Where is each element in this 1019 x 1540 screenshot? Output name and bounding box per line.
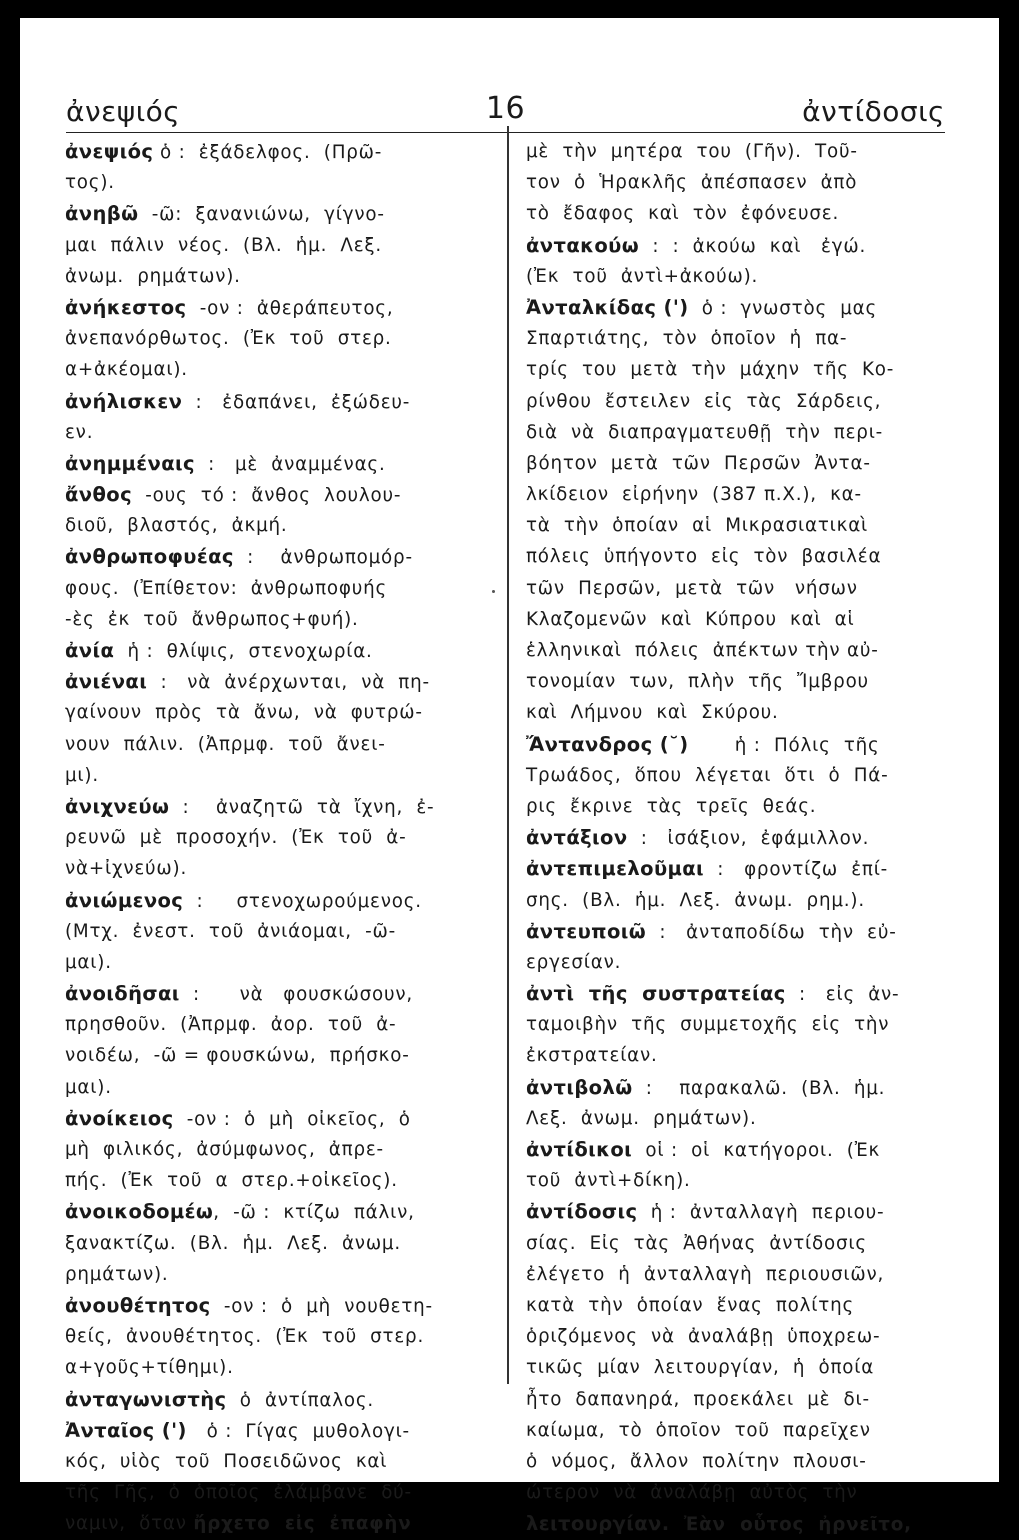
text-line [65,729,487,760]
definition-text: α+ἀκέομαι). [65,359,188,381]
headword: ἀντακούω [526,233,640,257]
text-line [526,916,944,947]
text-line [526,1384,944,1415]
definition-text: Τρωάδος, ὅπου λέγεται ὅτι ὁ Πά- [526,764,889,786]
headword: ἀνεψιός [65,140,154,163]
text-line [65,448,487,479]
text-line [65,1259,487,1290]
text-line [526,822,944,853]
text-line [526,230,944,261]
headword: ἀνιχνεύω [65,794,170,818]
text-line [65,885,487,916]
page-number: 16 [485,91,526,126]
headword: ἀνιώμενος [65,888,184,912]
text-line [526,1508,944,1539]
definition-text: κατὰ τὴν ὁποίαν ἕνας πολίτης [526,1294,854,1316]
definition-text: τος). [65,172,115,194]
definition-text: : στενοχωρούμενος. [183,890,422,912]
definition-text: ναμιν, ὅταν [65,1513,194,1535]
text-line [526,261,944,292]
definition-text: ρίνθου ἔστειλεν εἰς τὰς Σάρδεις, [526,390,882,412]
headword: ἀνιέναι [65,670,148,694]
text-line [65,541,487,572]
definition-text: ὁ νόμος, ἄλλον πολίτην πλουσι- [526,1450,867,1472]
definition-text: λκίδειον εἰρήνην (387 π.Χ.), κα- [526,484,862,506]
text-line [65,1321,487,1352]
text-line [526,386,944,417]
definition-text: τὰ τὴν ὁποίαν αἱ Μικρασιατικαὶ [526,515,869,537]
text-line [65,573,487,604]
definition-text: -ους τό : ἄνθος λουλου- [132,485,402,507]
text-line [526,354,944,385]
definition-text: πής. (Ἐκ τοῦ α στερ.+οἰκεῖος). [65,1170,398,1192]
text-line [65,791,487,822]
definition-text: εργεσίαν. [526,951,622,973]
text-line [65,978,487,1009]
definition-text: σίας. Εἰς τὰς Ἀθήνας ἀντίδοσις [526,1232,867,1254]
headword: Ἄντανδρος (˘) [526,732,689,756]
headword: ἀνοίκειος [65,1106,174,1130]
definition-text: ρις ἔκρινε τὰς τρεῖς θεάς. [526,795,817,817]
text-line [526,323,944,354]
text-line [526,1040,944,1071]
text-line [65,230,487,261]
text-line [526,1477,944,1508]
definition-text: -ῶ: ξανανιώνω, γίγνο- [138,204,385,226]
text-line [526,729,944,760]
text-line [526,1352,944,1383]
text-line [526,136,944,167]
definition-text: (Μτχ. ἐνεστ. τοῦ ἀνιάομαι, -ῶ- [65,920,396,942]
text-line [65,323,487,354]
definition-text: τῆς Γῆς, ὁ ὁποῖος ἐλάμβανε δύ- [65,1482,412,1504]
text-line [526,1446,944,1477]
definition-text: καὶ Λήμνου καὶ Σκύρου. [526,702,779,724]
definition-text: -ον : ὁ μὴ οἰκεῖος, ὁ [173,1108,411,1130]
definition-text: τονομίαν των, πλὴν τῆς Ἴμβρου [526,671,869,693]
definition-text: ρημάτων). [65,1263,169,1285]
text-line [65,261,487,292]
text-line [65,635,487,666]
text-line [526,1415,944,1446]
text-line [65,853,487,884]
definition-text: α+γοῦς+τίθημι). [65,1357,234,1379]
headword: ἀνία [65,639,115,662]
headword: Ἀνταῖος (') [65,1418,187,1442]
definition-text: ἡ : θλίψις, στενοχωρία. [114,641,373,662]
headword: ἀνουθέτητος [65,1293,211,1317]
definition-text: : : ἀκούω καὶ ἐγώ. [639,235,867,257]
headword: ἀνήλισκεν [65,389,183,413]
text-line [65,604,487,635]
definition-text: βόητον μετὰ τῶν Περσῶν Ἀντα- [526,452,871,474]
definition-text: ὁ ἀντίπαλος. [226,1389,375,1411]
text-line [526,1228,944,1259]
text-line [526,885,944,916]
text-line [65,1103,487,1134]
text-line [526,791,944,822]
definition-text: : ἀναζητῶ τὰ ἴχνη, ἐ- [169,796,435,818]
definition-text: ταμοιβὴν τῆς συμμετοχῆς εἰς τὴν [526,1014,890,1036]
definition-text: Λεξ. ἀνωμ. ρημάτων). [526,1107,757,1129]
text-line [526,167,944,198]
text-line [526,1072,944,1103]
definition-text: : ἀνθρωπομόρ- [233,547,413,569]
headword: ἀνημμέναις [65,451,195,475]
text-line [526,978,944,1009]
definition-text: μαι). [65,1076,112,1098]
definition-text: νὰ+ἰχνεύω). [65,858,188,880]
text-line [65,916,487,947]
definition-text: : ἰσάξιον, ἐφάμιλλον. [627,828,870,850]
definition-text: -ὲς ἐκ τοῦ ἄνθρωπος+φυή). [65,608,359,630]
stray-dot-mark [492,590,495,593]
headword: ἀντιβολῶ [526,1075,633,1099]
text-line [526,448,944,479]
text-line [65,386,487,417]
headword: ἀνταγωνιστὴς [65,1387,227,1411]
definition-text: -ον : ἀθεράπευτος, [186,297,394,319]
text-line [65,292,487,323]
headword: ἀντίδικοι [526,1138,633,1161]
text-line [65,417,487,448]
text-line [65,1508,487,1539]
definition-text: ἑλληνικαὶ πόλεις ἀπέκτων τὴν αὐ- [526,640,879,661]
text-line [65,1040,487,1071]
definition-text: ἀνωμ. ρημάτων). [65,265,241,287]
headword: Ἀνταλκίδας (') [526,295,689,319]
definition-text: σης. (Βλ. ἡμ. Λεξ. ἀνωμ. ρημ.). [526,889,865,911]
definition-text: εν. [65,421,94,443]
definition-text: τὸ ἔδαφος καὶ τὸν ἐφόνευσε. [526,203,840,225]
definition-text: τικῶς μίαν λειτουργίαν, ἡ ὁποία [526,1357,875,1379]
definition-text: φους. (Ἐπίθετον: ἀνθρωποφυής [65,577,388,599]
definition-text: ἀνεπανόρθωτος. (Ἐκ τοῦ στερ. [65,328,392,350]
headword: ἀνοιδῆσαι [65,982,180,1006]
page-header [66,80,945,133]
text-line [526,666,944,697]
text-line [65,697,487,728]
text-line [526,541,944,572]
headword: ἀντὶ τῆς συστρατείας [526,982,786,1006]
definition-text: ἦτο δαπανηρά, προεκάλει μὲ δι- [526,1388,870,1410]
text-line [65,1196,487,1227]
definition-text: : ἐδαπάνει, ἐξώδευ- [182,391,411,413]
definition-text: θείς, ἀνουθέτητος. (Ἐκ τοῦ στερ. [65,1326,425,1348]
headword: ἀνθρωποφυέας [65,545,234,569]
text-line [65,1384,487,1415]
definition-text: γαίνουν πρὸς τὰ ἄνω, νὰ φυτρώ- [65,702,423,724]
definition-text: Σπαρτιάτης, τὸν ὁποῖον ἡ πα- [526,328,848,350]
definition-text: μαι). [65,951,112,973]
definition-text: ὁριζόμενος νὰ ἀναλάβῃ ὑποχρεω- [526,1326,881,1348]
text-line [65,1009,487,1040]
left-column [65,136,487,1539]
text-line [526,635,944,666]
header-last-entry: ἀντίδοσις [802,95,945,128]
definition-text: : μὲ ἀναμμένας. [194,453,386,475]
text-line [65,1446,487,1477]
text-line [65,510,487,541]
definition-text: : νὰ ἀνέρχωνται, νὰ πη- [147,672,430,694]
text-line [526,417,944,448]
definition-text: μαι πάλιν νέος. (Βλ. ἡμ. Λεξ. [65,234,382,256]
text-line [526,198,944,229]
headword: ἄνθος [65,483,133,507]
definition-text: -ον : ὁ μὴ νουθετη- [210,1295,433,1317]
definition-text: κός, υἱὸς τοῦ Ποσειδῶνος καὶ [65,1450,388,1472]
headword: ἀνοικοδομέω [65,1200,214,1224]
definition-text: ρευνῶ μὲ προσοχήν. (Ἐκ τοῦ ἀ- [65,827,407,849]
text-line [65,666,487,697]
text-line [65,354,487,385]
definition-text: διοῦ, βλαστός, ἀκμή. [65,515,288,537]
text-line [65,1290,487,1321]
text-line [526,479,944,510]
definition-text: καίωμα, τὸ ὁποῖον τοῦ παρεῖχεν [526,1419,871,1441]
definition-text: διὰ νὰ διαπραγματευθῇ τὴν περι- [526,421,884,443]
headword: ἀνήκεστος [65,295,187,319]
definition-text: ὁ : ἐξάδελφος. (Πρῶ- [153,142,383,163]
text-line [526,853,944,884]
definition-text: ἐκστρατείαν. [526,1045,658,1067]
text-line [526,1165,944,1196]
definition-text: μὴ φιλικός, ἀσύμφωνος, ἀπρε- [65,1139,384,1160]
headword: ἀντεπιμελοῦμαι [526,857,705,881]
text-line [65,479,487,510]
definition-text: ἡ : Πόλις τῆς [688,734,880,756]
definition-text: πόλεις ὑπήγοντο εἰς τὸν βασιλέα [526,546,882,568]
dictionary-page [20,18,999,1536]
headword: ἀντάξιον [526,826,628,850]
text-line [526,510,944,541]
text-line [65,1415,487,1446]
text-line [65,136,487,167]
text-line [65,1134,487,1165]
text-line [65,167,487,198]
text-line [65,947,487,978]
text-line [526,760,944,791]
bold-text: Ἐὰν οὗτος ἠρνεῖτο, [683,1514,912,1536]
headword: λειτουργίαν. [526,1512,684,1536]
definition-text: τοῦ ἀντὶ+δίκη). [526,1170,691,1192]
bold-text: ἤρχετο εἰς ἐπαφὴν [193,1513,412,1535]
definition-text: τρίς του μετὰ τὴν μάχην τῆς Κο- [526,359,895,381]
definition-text: νοιδέω, -ῶ = φουσκώνω, πρήσκο- [65,1045,410,1067]
text-line [65,1352,487,1383]
definition-text: μὲ τὴν μητέρα του (Γῆν). Τοῦ- [526,141,858,162]
definition-text: ἐλέγετο ἡ ἀνταλλαγὴ περιουσιῶν, [526,1263,885,1285]
definition-text: ξανακτίζω. (Βλ. ἡμ. Λεξ. ἀνωμ. [65,1232,401,1254]
text-line [526,1321,944,1352]
text-line [65,198,487,229]
definition-text: , -ῶ : κτίζω πάλιν, [213,1202,415,1224]
definition-text: Κλαζομενῶν καὶ Κύπρου καὶ αἱ [526,608,855,630]
definition-text: ἡ : ἀνταλλαγὴ περιου- [637,1202,885,1224]
text-line [526,697,944,728]
headword: ἀντευποιῶ [526,919,647,943]
definition-text: (Ἐκ τοῦ ἀντὶ+ἀκούω). [526,265,759,287]
text-line [526,1134,944,1165]
definition-text: : παρακαλῶ. (Βλ. ἡμ. [632,1077,886,1099]
column-divider [507,126,509,1384]
definition-text: : φροντίζω ἐπί- [704,859,889,881]
text-line [526,1103,944,1134]
text-line [526,947,944,978]
text-line [65,1477,487,1508]
text-line [526,292,944,323]
definition-text: πρησθοῦν. (Ἀπρμφ. ἀορ. τοῦ ἀ- [65,1014,397,1036]
definition-text: τον ὁ Ἡρακλῆς ἀπέσπασεν ἀπὸ [526,172,858,194]
text-line [526,1009,944,1040]
right-column [526,136,944,1539]
headword: ἀνηβῶ [65,202,139,226]
text-line [526,1290,944,1321]
header-first-entry: ἀνεψιός [66,95,181,128]
text-line [65,760,487,791]
headword: ἀντίδοσις [526,1200,638,1224]
definition-text: : ἀνταποδίδω τὴν εὐ- [646,921,897,943]
text-line [526,573,944,604]
definition-text: μι). [65,764,99,786]
definition-text: : εἰς ἀν- [785,984,900,1006]
text-line [526,1196,944,1227]
text-line [65,1072,487,1103]
text-line [65,822,487,853]
text-line [65,1165,487,1196]
text-line [65,1228,487,1259]
definition-text: νουν πάλιν. (Ἀπρμφ. τοῦ ἄνει- [65,733,386,755]
text-line [526,604,944,635]
definition-text: ὁ : Γίγας μυθολογι- [186,1420,410,1442]
definition-text: τῶν Περσῶν, μετὰ τῶν νήσων [526,577,858,599]
definition-text: ώτερον νὰ ἀναλάβῃ αὐτὸς τὴν [526,1482,858,1504]
text-line [526,1259,944,1290]
definition-text: : νὰ φουσκώσουν, [179,984,413,1006]
definition-text: οἱ : οἱ κατήγοροι. (Ἐκ [632,1140,881,1161]
definition-text: ὁ : γνωστὸς μας [688,297,878,319]
